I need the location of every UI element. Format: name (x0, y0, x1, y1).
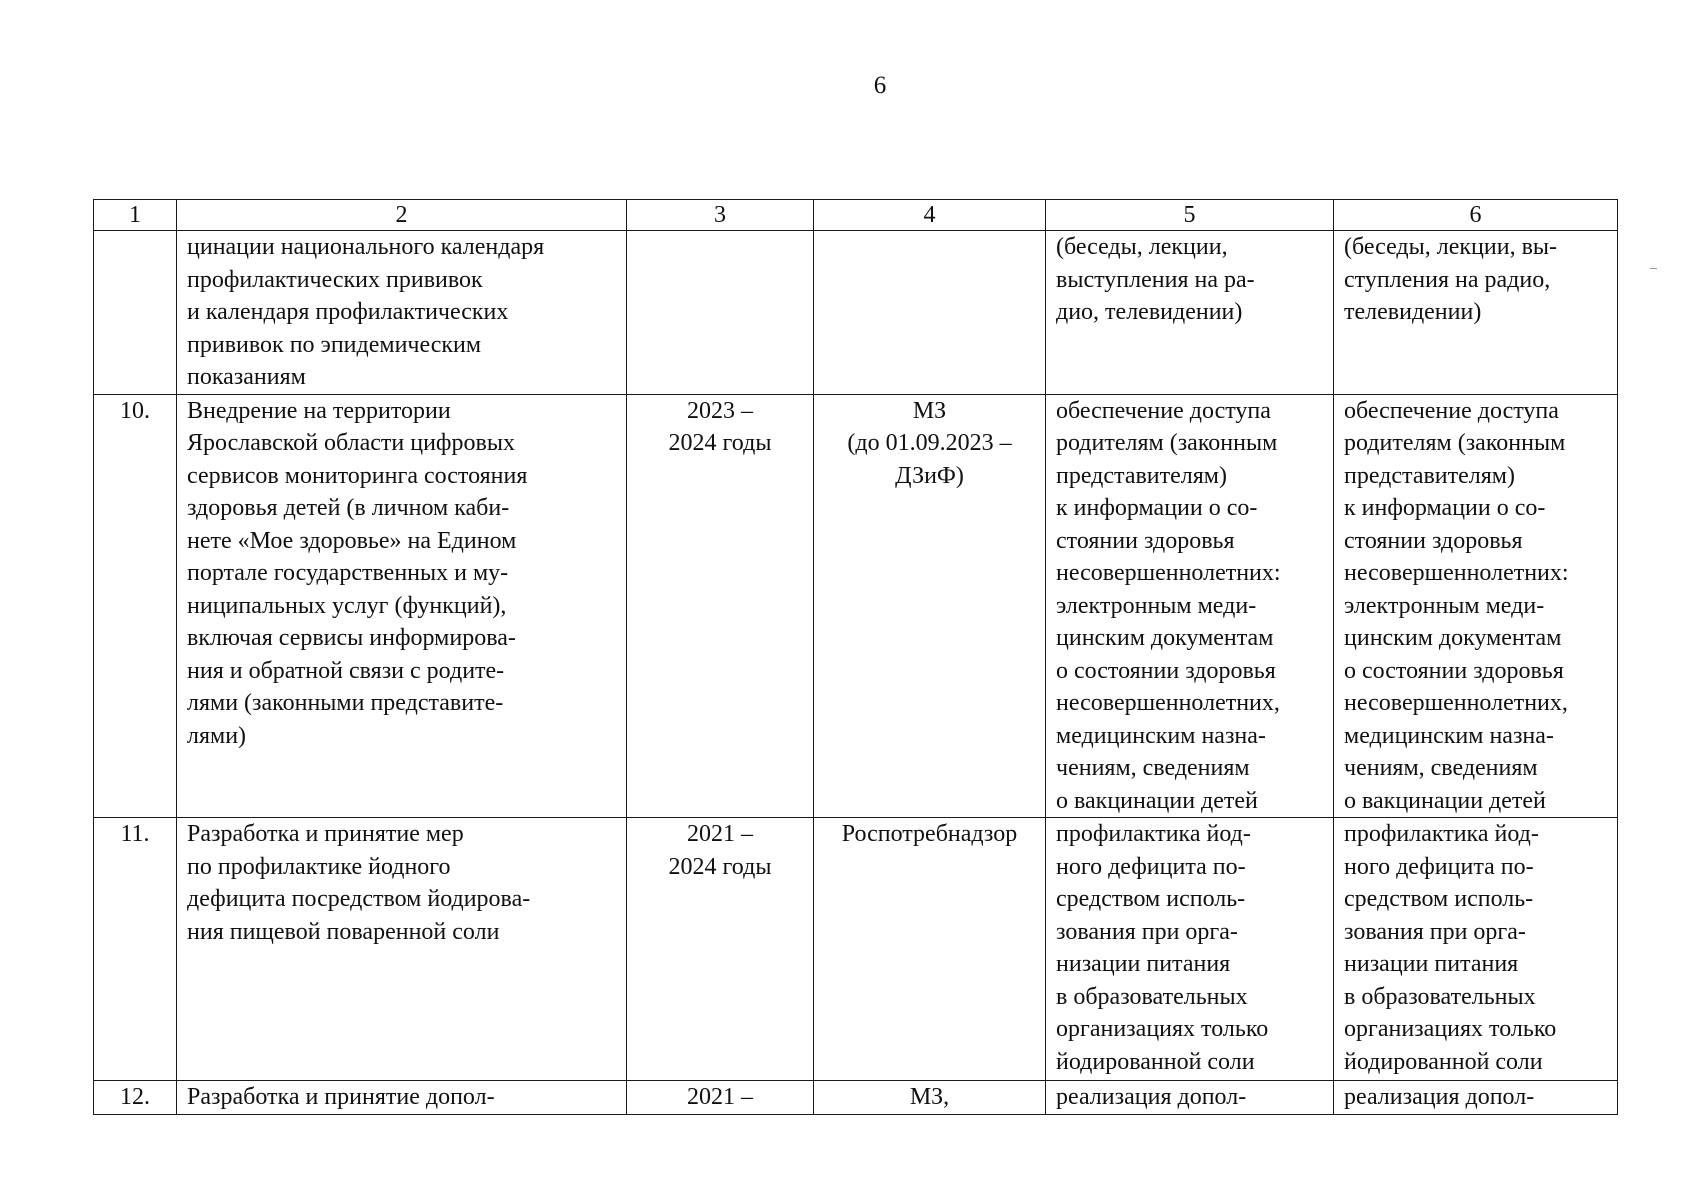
row-number (94, 231, 177, 395)
period-text (627, 231, 814, 395)
column-header-4: 4 (814, 200, 1046, 231)
row-number: 10. (94, 394, 177, 818)
row-number: 11. (94, 818, 177, 1081)
period-text: 2021 – 2024 годы (627, 818, 814, 1081)
event-text: Внедрение на территории Ярославской области цифровых сервисов мониторинга состояния здоровья детей (в личном каби- нете «Мое здоровье» на Едином портале государственных и му- ниципальных услуг (функций), включая сервисы информирова- ния и обратной связи с родите- лями (законными представите- лями) (177, 394, 627, 818)
executor-text (814, 231, 1046, 395)
table-row (94, 394, 1618, 818)
scan-mark (1650, 268, 1657, 269)
row-number: 12. (94, 1081, 177, 1115)
result-col6-text: реализация допол- (1334, 1081, 1618, 1115)
result-col6-text: обеспечение доступа родителям (законным представителям) к информации о со- стоянии здоровья несовершеннолетних: электронным меди- цинским документам о состоянии здоровья несовершеннолетних, медицинским назна- чениям, сведениям о вакцинации детей (1334, 394, 1618, 818)
table-row (94, 1081, 1618, 1115)
column-header-2: 2 (177, 200, 627, 231)
executor-text: Роспотребнадзор (814, 818, 1046, 1081)
column-header-6: 6 (1334, 200, 1618, 231)
column-header-3: 3 (627, 200, 814, 231)
table-row (94, 231, 1618, 395)
executor-text: МЗ (до 01.09.2023 – ДЗиФ) (814, 394, 1046, 818)
executor-text: МЗ, (814, 1081, 1046, 1115)
column-number-row (94, 200, 1618, 231)
result-col5-text: обеспечение доступа родителям (законным представителям) к информации о со- стоянии здоровья несовершеннолетних: электронным меди- цинским документам о состоянии здоровья несовершеннолетних, медицинским назна- чениям, сведениям о вакцинации детей (1046, 394, 1334, 818)
period-text: 2023 – 2024 годы (627, 394, 814, 818)
result-col5-text: профилактика йод- ного дефицита по- средством исполь- зования при орга- низации питания в образовательных организациях только йодированной соли (1046, 818, 1334, 1081)
table-row (94, 818, 1618, 1081)
page-number: 6 (873, 72, 887, 99)
column-header-1: 1 (94, 200, 177, 231)
result-col5-text: реализация допол- (1046, 1081, 1334, 1115)
event-text: Разработка и принятие допол- (177, 1081, 627, 1115)
result-col6-text: (беседы, лекции, вы- ступления на радио, телевидении) (1334, 231, 1618, 395)
period-text: 2021 – (627, 1081, 814, 1115)
event-text: Разработка и принятие мер по профилактике йодного дефицита посредством йодирова- ния пищевой поваренной соли (177, 818, 627, 1081)
measures-table (93, 199, 1618, 1115)
result-col6-text: профилактика йод- ного дефицита по- средством исполь- зования при орга- низации питания в образовательных организациях только йодированной соли (1334, 818, 1618, 1081)
event-text: цинации национального календаря профилактических прививок и календаря профилактических прививок по эпидемическим показаниям (177, 231, 627, 395)
column-header-5: 5 (1046, 200, 1334, 231)
result-col5-text: (беседы, лекции, выступления на ра- дио, телевидении) (1046, 231, 1334, 395)
